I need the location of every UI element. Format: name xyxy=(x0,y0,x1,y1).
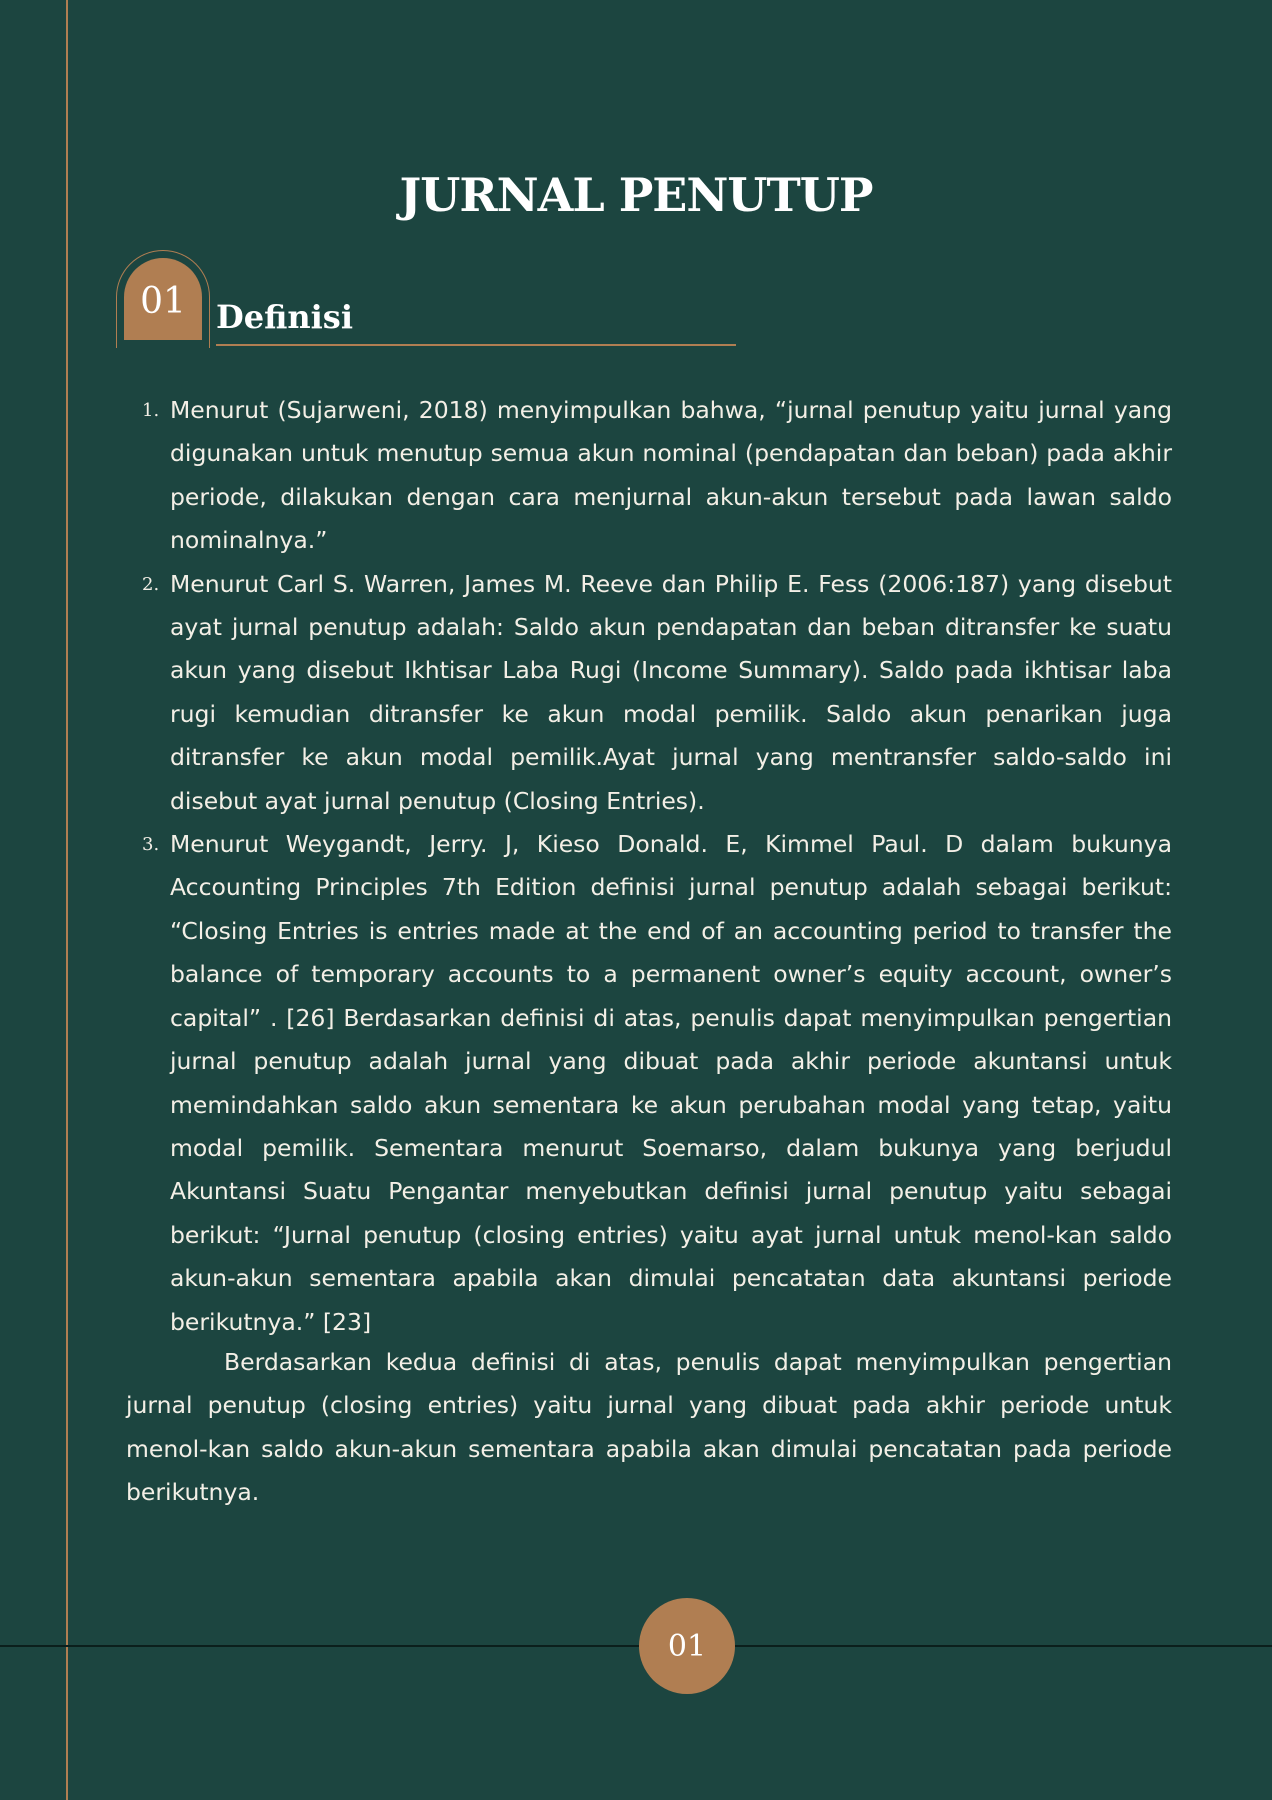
list-item-number: 1. xyxy=(142,400,160,421)
list-item-number: 3. xyxy=(142,834,160,856)
list-item-number: 2. xyxy=(142,573,160,595)
closing-paragraph: Berdasarkan kedua definisi di atas, penulis dapat menyimpulkan pengertian jurnal penutup (closing entries) yaitu jurnal yang dibuat pada akhir periode untuk menol-kan saldo akun-akun sementara apabila akan dimulai pencatatan pada periode berikutnya. xyxy=(126,1348,1172,1507)
left-margin-rule xyxy=(66,0,68,1800)
section-underline xyxy=(216,344,736,346)
list-item xyxy=(142,823,1172,1344)
section-heading: Definisi xyxy=(216,298,353,336)
page-title: JURNAL PENUTUP xyxy=(399,168,873,222)
definition-list xyxy=(142,389,1172,1344)
list-item xyxy=(142,389,1172,563)
page-number-badge: 01 xyxy=(639,1598,735,1694)
list-item-text: Menurut Weygandt, Jerry. J, Kieso Donald. E, Kimmel Paul. D dalam bukunya Accounting Principles 7th Edition definisi jurnal penutup adalah sebagai berikut: “Closing Entries is entries made at the end of an accounting period to transfer the balance of temporary accounts to a permanent owner’s equity account, owner’s capital” . [26] Berdasarkan definisi di atas, penulis dapat menyimpulkan pengertian jurnal penutup adalah jurnal yang dibuat pada akhir periode akuntansi untuk memindahkan saldo akun sementara ke akun perubahan modal yang tetap, yaitu modal pemilik. Sementara menurut Soemarso, dalam bukunya yang berjudul Akuntansi Suatu Pengantar menyebutkan definisi jurnal penutup yaitu sebagai berikut: “Jurnal penutup (closing entries) yaitu ayat jurnal untuk menol-kan saldo akun-akun sementara apabila akan dimulai pencatatan data akuntansi periode berikutnya.” [23] xyxy=(170,830,1172,1336)
list-item-text: Menurut (Sujarweni, 2018) menyimpulkan bahwa, “jurnal penutup yaitu jurnal yang digunakan untuk menutup semua akun nominal (pendapatan dan beban) pada akhir periode, dilakukan dengan cara menjurnal akun-akun tersebut pada lawan saldo nominalnya.” xyxy=(170,396,1172,555)
section-number-badge: 01 xyxy=(124,258,202,340)
list-item-text: Menurut Carl S. Warren, James M. Reeve dan Philip E. Fess (2006:187) yang disebut ayat jurnal penutup adalah: Saldo akun pendapatan dan beban ditransfer ke suatu akun yang disebut Ikhtisar Laba Rugi (Income Summary). Saldo pada ikhtisar laba rugi kemudian ditransfer ke akun modal pemilik. Saldo akun penarikan juga ditransfer ke akun modal pemilik.Ayat jurnal yang mentransfer saldo-saldo ini disebut ayat jurnal penutup (Closing Entries). xyxy=(170,569,1172,815)
list-item xyxy=(142,563,1172,823)
footer-rule xyxy=(0,1645,1272,1647)
